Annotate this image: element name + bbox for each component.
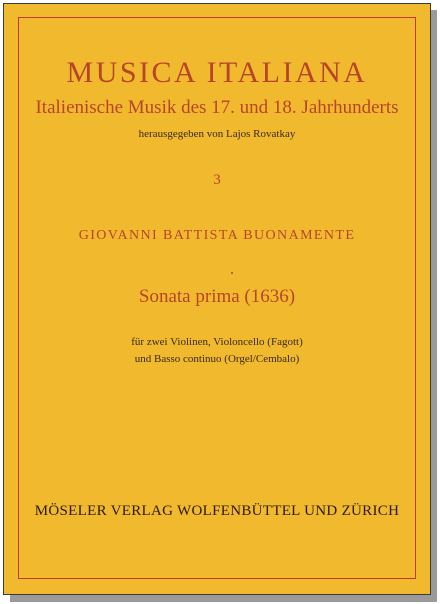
series-subtitle: Italienische Musik des 17. und 18. Jahrhunderts <box>35 97 399 118</box>
scoring-line-2: und Basso continuo (Orgel/Cembalo) <box>134 353 300 365</box>
work-title: Sonata prima (1636) <box>138 286 296 307</box>
volume-number: 3 <box>213 172 221 188</box>
publisher-name: MÖSELER VERLAG WOLFENBÜTTEL UND ZÜRICH <box>34 503 400 519</box>
editor-line: herausgegeben von Lajos Rovatkay <box>138 128 296 140</box>
series-title: MUSICA ITALIANA <box>66 56 368 89</box>
book-cover <box>3 3 431 595</box>
composer-name: GIOVANNI BATTISTA BUONAMENTE <box>78 228 356 243</box>
scoring-line-1: für zwei Violinen, Violoncello (Fagott) <box>131 336 303 348</box>
ornament-dot <box>231 272 233 274</box>
scoring-text <box>4 334 430 368</box>
